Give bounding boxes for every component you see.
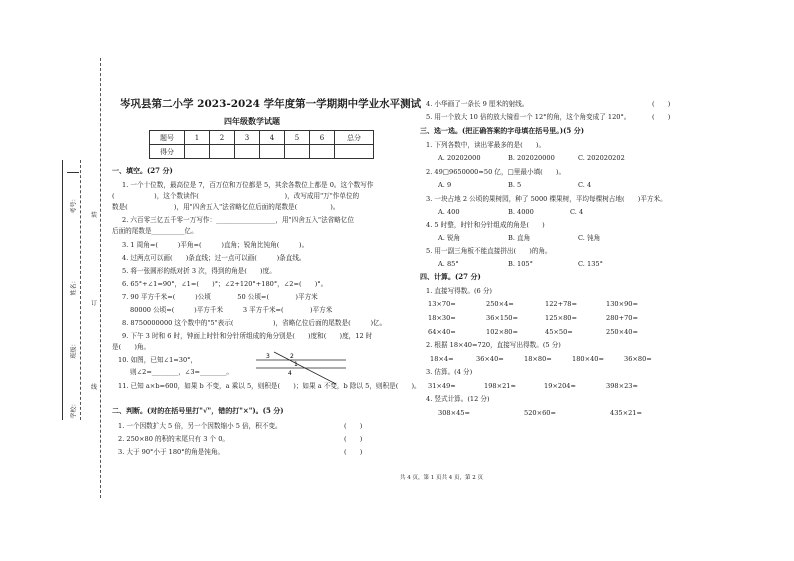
score-input-cell[interactable] [335, 145, 374, 159]
exam-title: 岑巩县第二小学 2023-2024 学年度第一学期期中学业水平测试 [120, 98, 422, 110]
calc-item: 36×150= [486, 314, 519, 322]
score-cell: 3 [235, 131, 260, 145]
figure-label-2: 2 [290, 353, 294, 360]
score-table-row-header [150, 131, 374, 145]
score-input-cell[interactable] [310, 145, 335, 159]
calc-item: 18×4= [430, 355, 454, 363]
question-3: 3. 1 周角=( )平角=( )直角；锐角比钝角( )。 [122, 241, 309, 249]
question-2-line-1: 2. 六百零三亿五千零一万写作：__________________，用"四舍五入"法省略亿位 [122, 216, 355, 224]
calc-item: 13×70= [428, 300, 456, 308]
choice-2-option-a[interactable]: A. 9 [438, 181, 452, 189]
judge-1-paren[interactable]: ( ) [344, 422, 363, 430]
question-1-line-3: 数是( )，用"四舍五入"法省略亿位后面的尾数是( )。 [112, 203, 340, 211]
calc-item: 520×60= [524, 409, 557, 417]
calc-item: 308×45= [438, 409, 471, 417]
choice-5-option-c[interactable]: C. 135° [578, 260, 603, 268]
choice-4-option-a[interactable]: A. 锐角 [438, 234, 461, 242]
judge-3: 3. 大于 90°小于 180°的角是钝角。 [118, 448, 225, 456]
judge-2: 2. 250×80 的积的末尾只有 3 个 0。 [118, 435, 230, 443]
class-label: 班级： [70, 340, 78, 359]
calc-item: 18×30= [428, 314, 456, 322]
calc-item: 36×40= [476, 355, 504, 363]
judge-3-paren[interactable]: ( ) [344, 448, 363, 456]
calc-item: 64×40= [428, 328, 456, 336]
choice-2-option-b[interactable]: B. 5 [508, 181, 522, 189]
calc-4-title: 4. 竖式计算。(12 分) [426, 395, 490, 403]
section-choice: 三、选一选。(把正确答案的字母填在括号里。)(5 分) [420, 126, 585, 135]
exam-no-blank[interactable] [67, 172, 79, 173]
score-table-row-score [150, 145, 374, 159]
choice-1: 1. 下列各数中，读出零最多的是( )。 [426, 141, 546, 149]
question-7-line-2: 80000 公顷=( )平方千米 3 平方千米=( )平方米 [130, 306, 333, 314]
judge-4-paren[interactable]: ( ) [652, 100, 671, 108]
calc-item: 198×21≈ [484, 382, 517, 390]
question-9-line-2: 是( )角。 [112, 343, 151, 351]
cut-char-2: 订 [91, 300, 98, 307]
question-10-line-2: 则∠2=________，∠3=________。 [130, 368, 234, 376]
score-input-cell[interactable] [260, 145, 285, 159]
score-cell: 总分 [335, 131, 374, 145]
choice-5: 5. 用一副三角板不能直接拼出( )的角。 [426, 247, 552, 255]
choice-3-option-b[interactable]: B. 4000 [508, 208, 534, 216]
exam-no-label: 考号： [70, 195, 78, 214]
question-6: 6. 65°+∠1=90°，∠1=( )°；∠2+120°+180°，∠2=( )°。 [122, 280, 328, 288]
score-input-cell[interactable] [210, 145, 235, 159]
score-cell: 2 [210, 131, 235, 145]
figure-label-4: 4 [288, 370, 292, 377]
judge-5-paren[interactable]: ( ) [652, 113, 671, 121]
section-fill-in: 一、填空。(27 分) [112, 166, 173, 175]
choice-1-option-b[interactable]: B. 202020000 [508, 154, 555, 162]
question-8: 8. 8750000000 这个数中的"5"表示( )，省略亿位后面的尾数是( )亿。 [122, 319, 387, 327]
judge-4: 4. 小华画了一条长 9 厘米的射线。 [426, 100, 529, 108]
section-judge: 二、判断。(对的在括号里打"√"，错的打"×")。(5 分) [112, 406, 284, 415]
calc-item: 180×40= [572, 355, 605, 363]
choice-5-option-a[interactable]: A. 85° [438, 260, 459, 268]
score-cell: 1 [185, 131, 210, 145]
choice-4-option-b[interactable]: B. 直角 [508, 234, 531, 242]
cut-char-1: 装 [91, 212, 98, 219]
calc-1-title: 1. 直接写得数。(6 分) [426, 287, 492, 295]
calc-item: 250×4= [486, 300, 514, 308]
name-label: 姓名： [70, 277, 78, 296]
page-footer: 共 4 页，第 1 页共 4 页，第 2 页 [400, 475, 483, 481]
question-11: 11. 已知 a×b=600，如果 b 不变，a 乘以 5，则积是( )；如果 a 不变，b 除以 5，则积是( )。 [118, 382, 421, 390]
calc-item: 435×21= [610, 409, 643, 417]
question-10-line-1: 10. 如图，已知∠1=30°， [118, 356, 198, 364]
calc-item: 31×49≈ [428, 382, 456, 390]
choice-1-option-c[interactable]: C. 202020202 [578, 154, 625, 162]
figure-label-3: 3 [266, 353, 270, 360]
score-cell: 4 [260, 131, 285, 145]
calc-item: 102×80= [486, 328, 519, 336]
calc-item: 125×80= [545, 314, 578, 322]
calc-item: 250×40= [606, 328, 639, 336]
question-2-line-2: 后面的尾数是__________亿。 [112, 227, 198, 235]
judge-1: 1. 一个因数扩大 5 倍，另一个因数缩小 5 倍，积不变。 [118, 422, 282, 430]
choice-3-option-c[interactable]: C. 4 [570, 208, 584, 216]
score-input-cell[interactable] [185, 145, 210, 159]
calc-item: 130×90= [606, 300, 639, 308]
score-cell: 得分 [150, 145, 185, 159]
choice-1-option-a[interactable]: A. 20202000 [438, 154, 481, 162]
score-cell: 5 [285, 131, 310, 145]
score-cell: 6 [310, 131, 335, 145]
question-5: 5. 将一张圆形的纸对折 3 次，得到的角是( )度。 [122, 267, 276, 275]
score-cell: 题号 [150, 131, 185, 145]
school-label: 学校： [70, 400, 78, 419]
judge-5: 5. 用一个放大 10 倍的放大镜看一个 12°的角，这个角变成了 120°。 [426, 113, 631, 121]
choice-3-option-a[interactable]: A. 400 [438, 208, 460, 216]
choice-4: 4. 5 时整，时针和分针组成的角是( ) [426, 221, 545, 229]
calc-2-title: 2. 根据 18×40=720，直接写出得数。(5 分) [426, 341, 561, 349]
calc-item: 18×80= [524, 355, 552, 363]
question-1-line-2: ( )，这个数读作( )，改写成用"万"作单位的 [112, 192, 360, 200]
question-1-line-1: 1. 一个十位数，最高位是 7，百万位和万位都是 5，其余各数位上都是 0。这个数写作 [122, 181, 374, 189]
choice-2: 2. 49□9650000≈50 亿，□里最小填( )。 [426, 168, 566, 176]
judge-2-paren[interactable]: ( ) [344, 435, 363, 443]
calc-item: 398×23≈ [606, 382, 639, 390]
choice-5-option-b[interactable]: B. 105° [508, 260, 533, 268]
angle-figure [250, 350, 350, 386]
cut-line-inner [80, 160, 81, 420]
score-table [149, 130, 374, 159]
score-input-cell[interactable] [235, 145, 260, 159]
calc-item: 122+78= [545, 300, 578, 308]
choice-4-option-c[interactable]: C. 钝角 [578, 234, 601, 242]
calc-3-title: 3. 估算。(4 分) [426, 368, 473, 376]
figure-label-1: 1 [294, 361, 298, 368]
calc-item: 19×204≈ [544, 382, 577, 390]
calc-item: 36×80= [624, 355, 652, 363]
question-4: 4. 过两点可以画( )条直线；过一点可以画( )条直线。 [122, 254, 306, 262]
choice-3: 3. 一块占地 2 公顷的果树园，种了 5000 棵果树，平均每棵树占地( )平方米。 [426, 195, 667, 203]
margin-line [62, 160, 63, 420]
calc-item: 45×50= [545, 328, 573, 336]
score-input-cell[interactable] [285, 145, 310, 159]
calc-item: 280+70= [606, 314, 639, 322]
cut-line [100, 58, 101, 498]
section-calc: 四、计算。(27 分) [420, 272, 481, 281]
question-9-line-1: 9. 下午 3 时和 6 时，钟面上时针和分针所组成的角分别是( )度和( )度，12 时 [122, 332, 373, 340]
cut-char-3: 线 [91, 384, 98, 391]
choice-2-option-c[interactable]: C. 4 [578, 181, 592, 189]
question-7-line-1: 7. 90 平方千米=( )公顷 50 公顷=( )平方米 [122, 293, 318, 301]
exam-subtitle: 四年级数学试题 [224, 116, 280, 126]
